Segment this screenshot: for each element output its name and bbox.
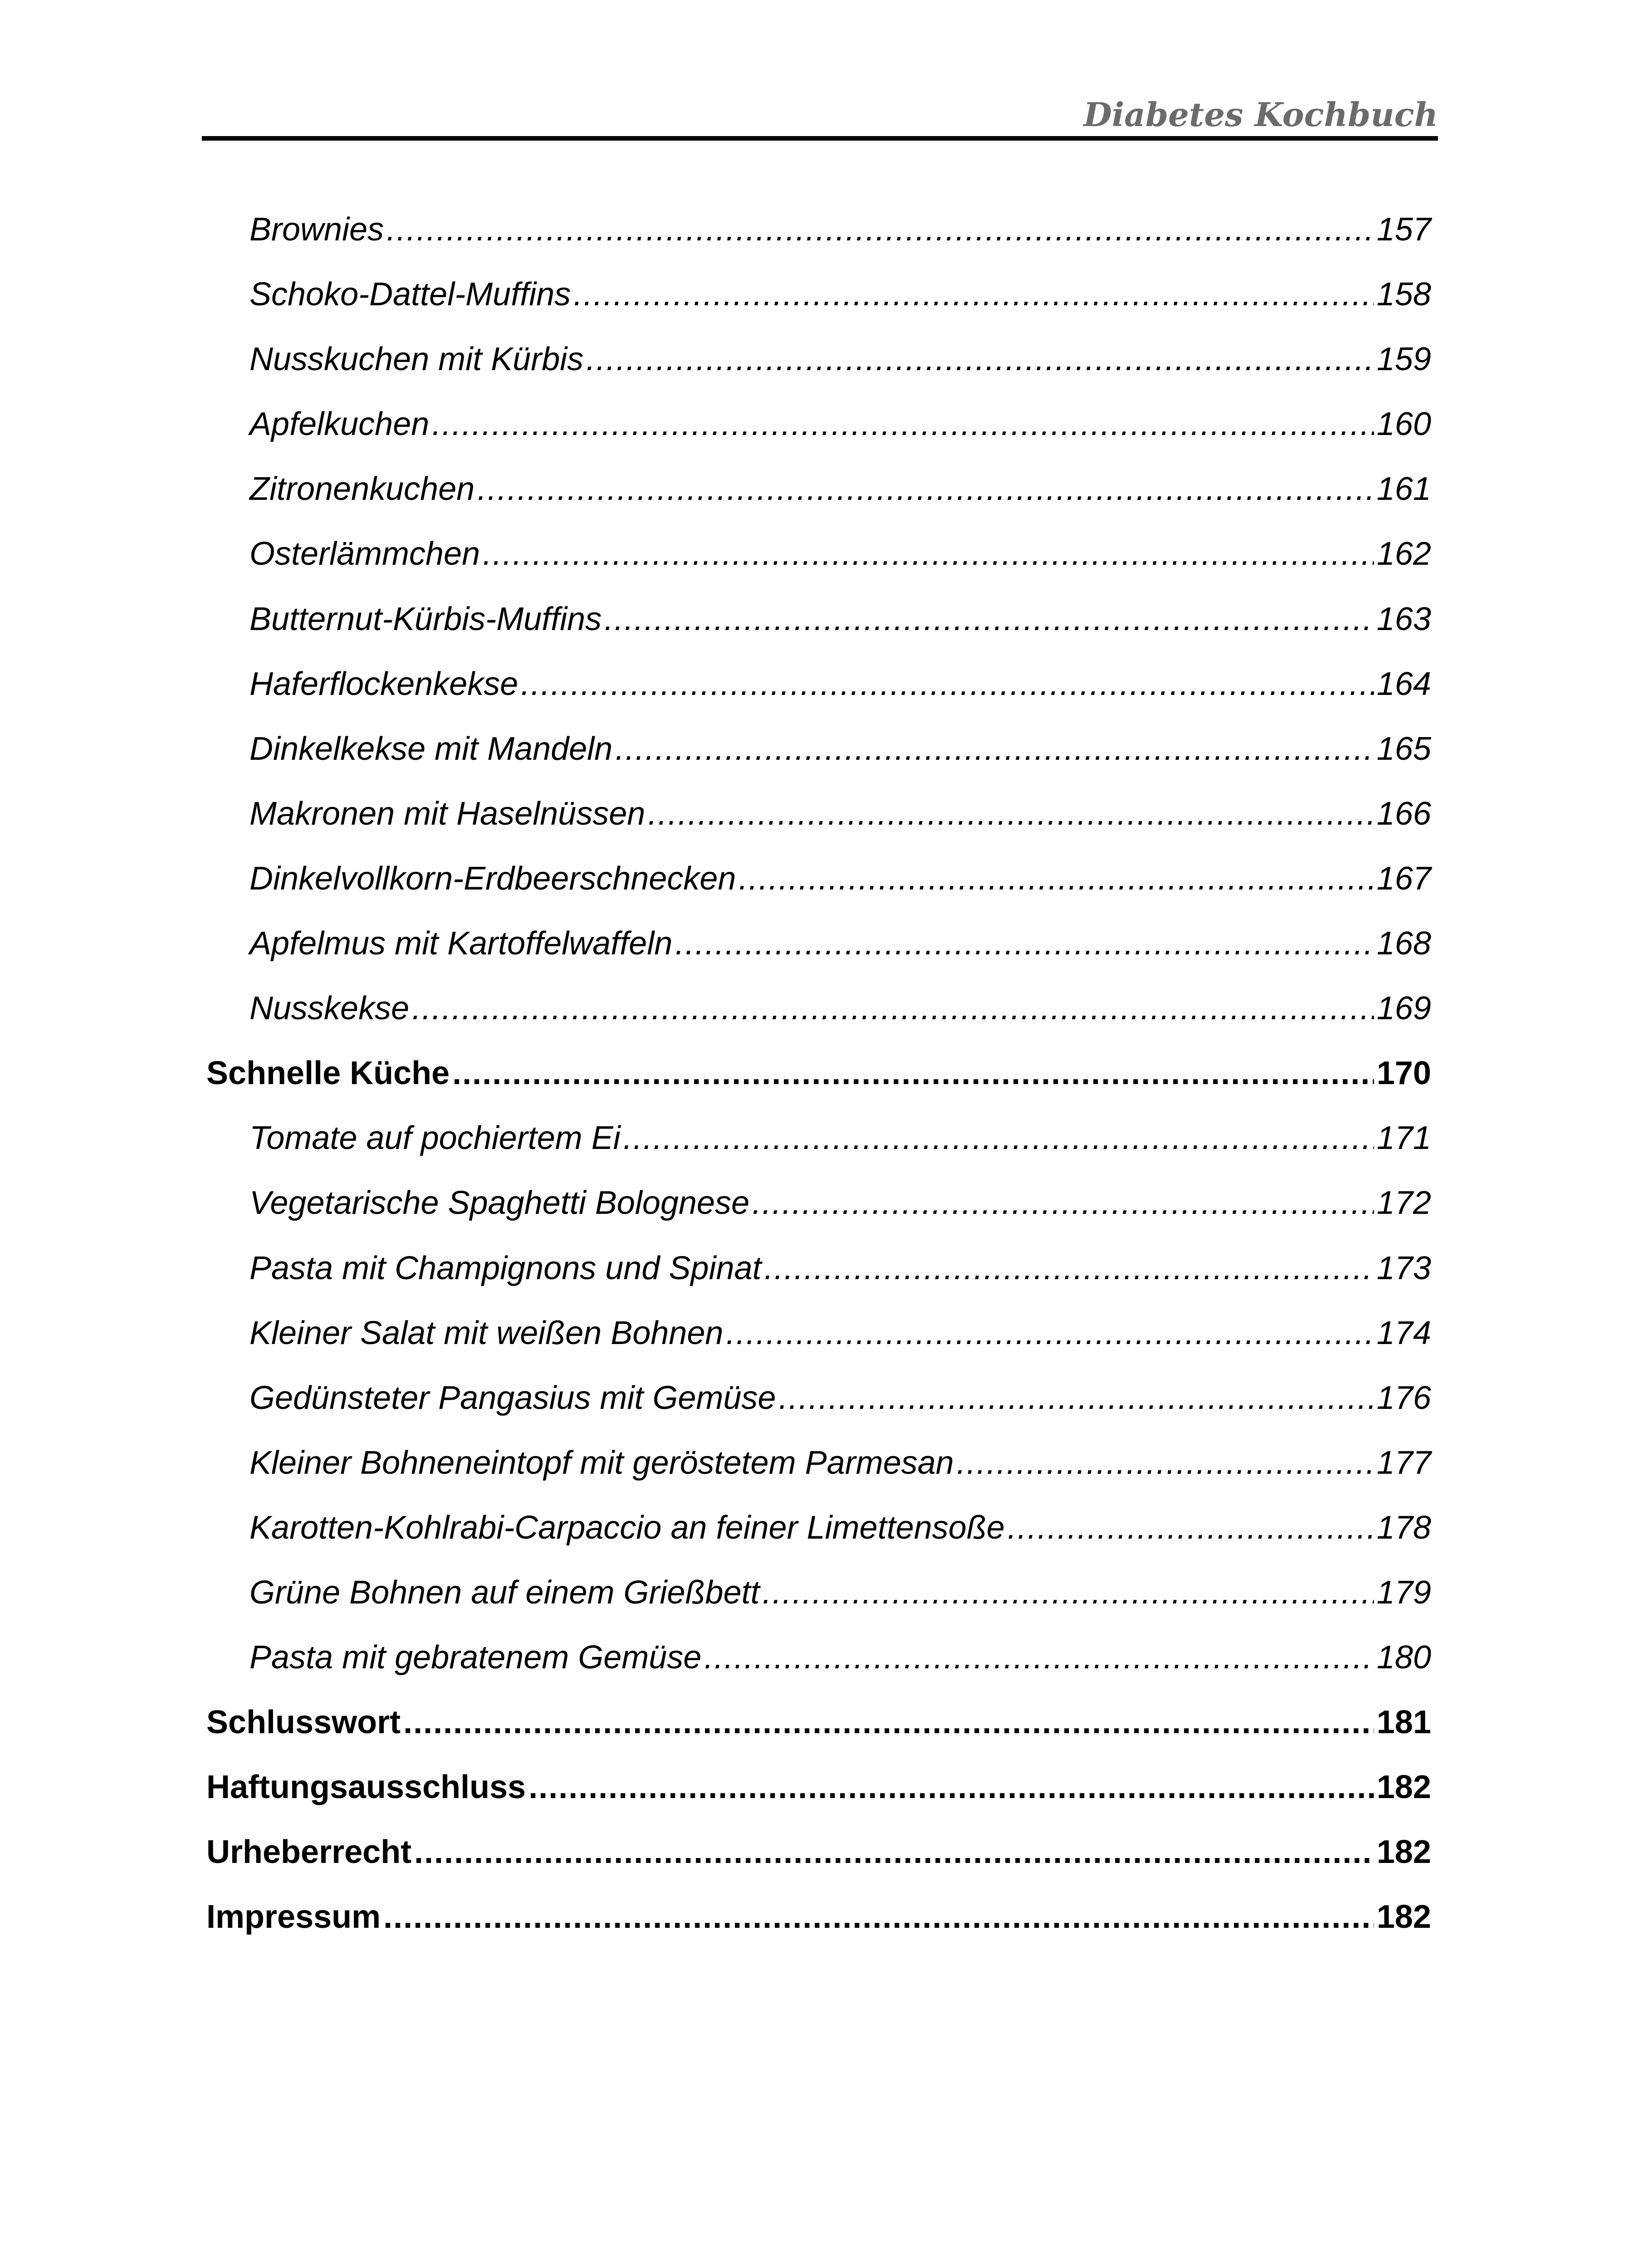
toc-dot-leader <box>477 457 1374 522</box>
toc-entry-title: Tomate auf pochiertem Ei <box>249 1120 621 1157</box>
toc-entry-page-number: 181 <box>1376 1704 1431 1741</box>
toc-dot-leader <box>403 1690 1374 1755</box>
toc-dot-leader <box>957 1431 1374 1496</box>
toc-entry-title: Impressum <box>206 1899 381 1936</box>
toc-dot-leader <box>586 327 1374 392</box>
toc-entry-page-number: 182 <box>1376 1769 1431 1806</box>
toc-entry-page-number: 169 <box>1376 990 1431 1027</box>
toc-entry-page-number: 165 <box>1376 730 1431 767</box>
toc-recipe-entry[interactable] <box>206 846 1431 911</box>
toc-chapter-entry[interactable] <box>206 1820 1431 1885</box>
toc-dot-leader <box>483 522 1374 587</box>
toc-entry-title: Gedünsteter Pangasius mit Gemüse <box>249 1379 776 1416</box>
toc-entry-title: Dinkelvollkorn-Erdbeerschnecken <box>249 860 736 897</box>
toc-entry-title: Makronen mit Haselnüssen <box>249 795 645 832</box>
toc-chapter-entry[interactable] <box>206 1885 1431 1950</box>
toc-entry-title: Apfelkuchen <box>249 406 430 443</box>
toc-entry-page-number: 182 <box>1376 1834 1431 1871</box>
header-rule <box>202 136 1438 141</box>
toc-recipe-entry[interactable] <box>206 1560 1431 1625</box>
toc-recipe-entry[interactable] <box>206 652 1431 717</box>
toc-recipe-entry[interactable] <box>206 717 1431 782</box>
toc-entry-title: Butternut-Kürbis-Muffins <box>249 601 602 637</box>
toc-entry-page-number: 166 <box>1376 795 1431 832</box>
toc-entry-page-number: 170 <box>1376 1055 1431 1092</box>
toc-recipe-entry[interactable] <box>206 782 1431 846</box>
toc-dot-leader <box>739 846 1374 911</box>
toc-dot-leader <box>386 197 1374 262</box>
toc-entry-title: Nusskuchen mit Kürbis <box>249 341 584 378</box>
toc-dot-leader <box>726 1301 1374 1366</box>
toc-entry-title: Haferflockenkekse <box>249 665 518 702</box>
table-of-contents <box>206 197 1431 1950</box>
toc-entry-title: Pasta mit Champignons und Spinat <box>249 1250 762 1286</box>
toc-dot-leader <box>604 587 1374 652</box>
toc-dot-leader <box>414 1820 1374 1885</box>
toc-entry-page-number: 182 <box>1376 1899 1431 1936</box>
toc-recipe-entry[interactable] <box>206 911 1431 976</box>
toc-entry-page-number: 157 <box>1376 211 1431 248</box>
toc-entry-title: Kleiner Bohneneintopf mit geröstetem Parmesan <box>249 1444 954 1481</box>
toc-entry-page-number: 164 <box>1376 665 1431 702</box>
toc-dot-leader <box>432 392 1374 457</box>
toc-recipe-entry[interactable] <box>206 1366 1431 1431</box>
toc-entry-page-number: 162 <box>1376 536 1431 572</box>
toc-entry-page-number: 177 <box>1376 1444 1431 1481</box>
toc-recipe-entry[interactable] <box>206 262 1431 327</box>
toc-entry-page-number: 171 <box>1376 1120 1431 1157</box>
toc-dot-leader <box>623 1106 1374 1171</box>
toc-entry-title: Apfelmus mit Kartoffelwaffeln <box>249 925 673 962</box>
toc-recipe-entry[interactable] <box>206 1625 1431 1690</box>
toc-entry-title: Zitronenkuchen <box>249 471 475 508</box>
toc-dot-leader <box>764 1236 1374 1301</box>
toc-entry-page-number: 173 <box>1376 1250 1431 1286</box>
toc-recipe-entry[interactable] <box>206 1496 1431 1560</box>
toc-entry-page-number: 179 <box>1376 1574 1431 1611</box>
toc-chapter-entry[interactable] <box>206 1690 1431 1755</box>
toc-recipe-entry[interactable] <box>206 197 1431 262</box>
toc-dot-leader <box>528 1755 1374 1820</box>
toc-dot-leader <box>752 1171 1374 1236</box>
toc-dot-leader <box>675 911 1374 976</box>
toc-entry-page-number: 180 <box>1376 1639 1431 1676</box>
toc-entry-page-number: 163 <box>1376 601 1431 637</box>
toc-dot-leader <box>521 652 1374 717</box>
toc-recipe-entry[interactable] <box>206 976 1431 1041</box>
toc-dot-leader <box>412 976 1374 1041</box>
toc-entry-page-number: 158 <box>1376 276 1431 313</box>
toc-recipe-entry[interactable] <box>206 1106 1431 1171</box>
toc-dot-leader <box>573 262 1374 327</box>
toc-dot-leader <box>452 1041 1374 1106</box>
running-header: Diabetes Kochbuch <box>1083 95 1438 134</box>
toc-entry-title: Grüne Bohnen auf einem Grießbett <box>249 1574 760 1611</box>
toc-recipe-entry[interactable] <box>206 522 1431 587</box>
toc-entry-title: Nusskekse <box>249 990 410 1027</box>
toc-entry-title: Osterlämmchen <box>249 536 480 572</box>
toc-entry-title: Pasta mit gebratenem Gemüse <box>249 1639 702 1676</box>
toc-dot-leader <box>763 1560 1374 1625</box>
toc-dot-leader <box>383 1885 1374 1950</box>
toc-recipe-entry[interactable] <box>206 327 1431 392</box>
toc-recipe-entry[interactable] <box>206 1431 1431 1496</box>
toc-dot-leader <box>1007 1496 1374 1560</box>
toc-chapter-entry[interactable] <box>206 1755 1431 1820</box>
toc-entry-page-number: 174 <box>1376 1315 1431 1351</box>
toc-dot-leader <box>779 1366 1374 1431</box>
toc-entry-title: Urheberrecht <box>206 1834 412 1871</box>
toc-entry-title: Haftungsausschluss <box>206 1769 526 1806</box>
toc-dot-leader <box>615 717 1374 782</box>
toc-dot-leader <box>704 1625 1374 1690</box>
toc-chapter-entry[interactable] <box>206 1041 1431 1106</box>
toc-entry-title: Dinkelkekse mit Mandeln <box>249 730 613 767</box>
toc-entry-title: Vegetarische Spaghetti Bolognese <box>249 1185 750 1222</box>
toc-recipe-entry[interactable] <box>206 1171 1431 1236</box>
toc-entry-title: Schnelle Küche <box>206 1055 450 1092</box>
toc-entry-page-number: 160 <box>1376 406 1431 443</box>
toc-entry-page-number: 178 <box>1376 1509 1431 1546</box>
toc-entry-page-number: 172 <box>1376 1185 1431 1222</box>
toc-entry-page-number: 159 <box>1376 341 1431 378</box>
toc-recipe-entry[interactable] <box>206 1236 1431 1301</box>
toc-entry-title: Schlusswort <box>206 1704 401 1741</box>
toc-entry-title: Kleiner Salat mit weißen Bohnen <box>249 1315 724 1351</box>
toc-entry-page-number: 176 <box>1376 1379 1431 1416</box>
toc-entry-title: Karotten-Kohlrabi-Carpaccio an feiner Limettensoße <box>249 1509 1005 1546</box>
toc-entry-page-number: 161 <box>1376 471 1431 508</box>
toc-entry-title: Schoko-Dattel-Muffins <box>249 276 571 313</box>
toc-dot-leader <box>648 782 1374 846</box>
toc-recipe-entry[interactable] <box>206 1301 1431 1366</box>
toc-recipe-entry[interactable] <box>206 587 1431 652</box>
toc-entry-page-number: 167 <box>1376 860 1431 897</box>
toc-entry-title: Brownies <box>249 211 384 248</box>
toc-entry-page-number: 168 <box>1376 925 1431 962</box>
toc-recipe-entry[interactable] <box>206 392 1431 457</box>
toc-recipe-entry[interactable] <box>206 457 1431 522</box>
